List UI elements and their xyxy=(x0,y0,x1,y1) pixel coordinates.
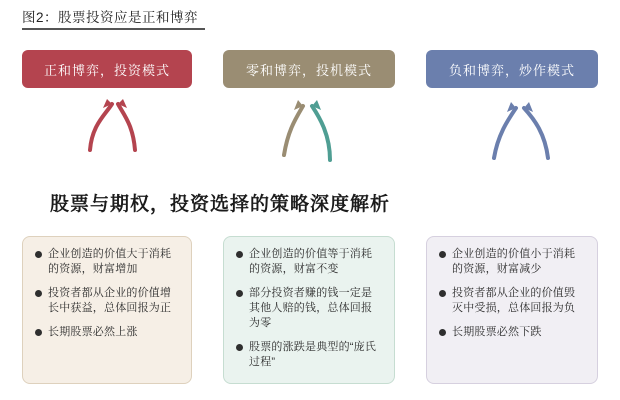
list-item xyxy=(35,247,179,277)
list-item-text: 企业创造的价值等于消耗的资源，财富不变 xyxy=(249,248,373,275)
overlay-banner xyxy=(0,176,620,228)
list-item-text: 投资者都从企业的价值增长中获益，总体回报为正 xyxy=(48,287,172,314)
header-box-negative-sum[interactable] xyxy=(426,50,598,88)
list-item xyxy=(236,247,382,277)
list-item-text: 投资者都从企业的价值毁灭中受损，总体回报为负 xyxy=(452,287,576,314)
list-box-negative-sum xyxy=(426,236,598,384)
list-box-zero-sum xyxy=(223,236,395,384)
bullet-dot-icon xyxy=(439,251,446,258)
bullet-dot-icon xyxy=(35,251,42,258)
list-item xyxy=(236,286,382,331)
title-underline xyxy=(22,28,205,30)
bullet-dot-icon xyxy=(35,329,42,336)
bullet-dot-icon xyxy=(236,344,243,351)
header-box-positive-sum[interactable] xyxy=(22,50,192,88)
header-label: 负和博弈，炒作模式 xyxy=(448,62,575,78)
bullet-dot-icon xyxy=(35,290,42,297)
list-box-positive-sum xyxy=(22,236,192,384)
bullet-dot-icon xyxy=(236,251,243,258)
list-item xyxy=(35,286,179,316)
list-item xyxy=(439,247,585,277)
header-box-zero-sum[interactable] xyxy=(223,50,395,88)
list-item xyxy=(236,340,382,370)
list-item xyxy=(439,325,585,340)
list-item-text: 股票的涨跌是典型的“庞氏过程” xyxy=(249,341,377,368)
list-item-text: 长期股票必然上涨 xyxy=(48,326,138,338)
list-item xyxy=(439,286,585,316)
banner-title: 股票与期权，投资选择的策略深度解析 xyxy=(50,193,391,215)
bullet-dot-icon xyxy=(236,290,243,297)
header-label: 零和博弈，投机模式 xyxy=(245,62,372,78)
list-item-text: 企业创造的价值小于消耗的资源，财富减少 xyxy=(452,248,576,275)
list-item-text: 企业创造的价值大于消耗的资源，财富增加 xyxy=(48,248,172,275)
header-label: 正和博弈，投资模式 xyxy=(43,62,170,78)
bullet-dot-icon xyxy=(439,329,446,336)
list-item-text: 部分投资者赚的钱一定是其他人赔的钱，总体回报为零 xyxy=(249,287,373,329)
figure-title: 图2：股票投资应是正和博弈 xyxy=(22,10,199,25)
list-item-text: 长期股票必然下跌 xyxy=(452,326,542,338)
bullet-dot-icon xyxy=(439,290,446,297)
list-item xyxy=(35,325,179,340)
